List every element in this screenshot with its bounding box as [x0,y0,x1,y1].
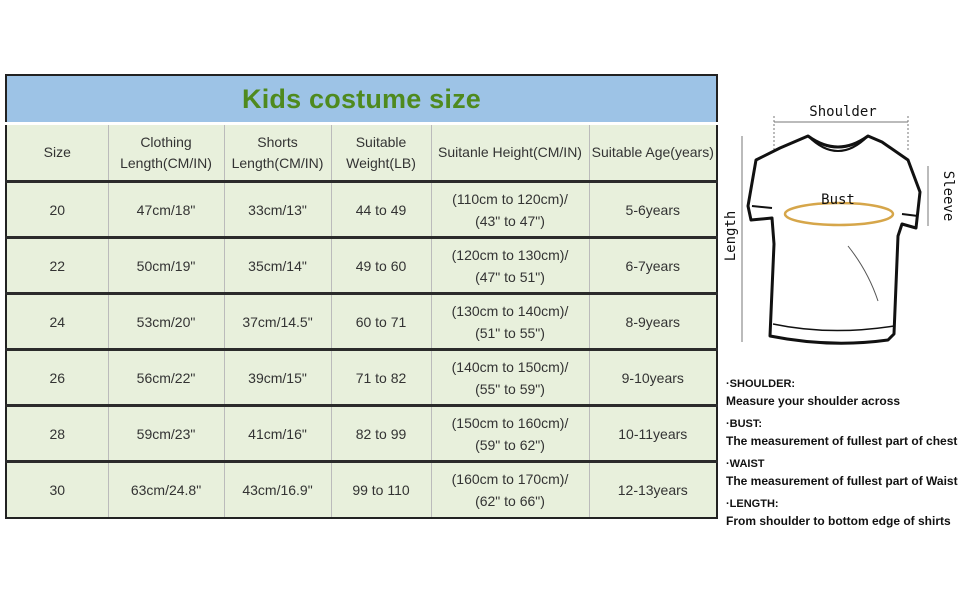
cell-weight: 49 to 60 [331,238,431,294]
tshirt-fold [848,246,878,301]
header-clothing-length: Clothing Length(CM/IN) [108,124,224,182]
note-waist-heading: ·WAIST [726,458,765,470]
note-bust-heading: ·BUST: [726,418,763,430]
cell-shorts-length: 35cm/14" [224,238,331,294]
header-weight: Suitable Weight(LB) [331,124,431,182]
cell-size: 22 [6,238,108,294]
measurement-notes [726,378,966,532]
bust-label: Bust [821,192,855,208]
table-row [6,182,717,238]
cell-age: 5-6years [589,182,717,238]
sleeve-label: Sleeve [940,170,956,222]
cell-age: 6-7years [589,238,717,294]
cell-clothing-length: 59cm/23" [108,406,224,462]
header-shorts-length: Shorts Length(CM/IN) [224,124,331,182]
cell-age: 12-13years [589,462,717,519]
tshirt-right-cuff [902,214,918,216]
cell-shorts-length: 43cm/16.9" [224,462,331,519]
cell-size: 20 [6,182,108,238]
cell-weight: 71 to 82 [331,350,431,406]
tshirt-hem-line [773,324,894,331]
size-chart-table [5,74,718,519]
cell-weight: 60 to 71 [331,294,431,350]
cell-weight: 82 to 99 [331,406,431,462]
table-row [6,294,717,350]
note-length-heading: ·LENGTH: [726,498,779,510]
cell-clothing-length: 56cm/22" [108,350,224,406]
cell-age: 10-11years [589,406,717,462]
tshirt-left-cuff [752,206,772,208]
length-label: Length [723,210,739,262]
shoulder-label: Shoulder [809,104,877,120]
cell-height: (120cm to 130cm)/ (47" to 51") [431,238,589,294]
table-row [6,406,717,462]
cell-weight: 44 to 49 [331,182,431,238]
table-row [6,462,717,519]
cell-clothing-length: 53cm/20" [108,294,224,350]
cell-height: (130cm to 140cm)/ (51" to 55") [431,294,589,350]
cell-shorts-length: 41cm/16" [224,406,331,462]
cell-clothing-length: 63cm/24.8" [108,462,224,519]
cell-height: (160cm to 170cm)/ (62" to 66") [431,462,589,519]
table-title: Kids costume size [6,75,717,124]
cell-shorts-length: 33cm/13" [224,182,331,238]
header-age: Suitable Age(years) [589,124,717,182]
note-waist-text: The measurement of fullest part of Waist [726,474,958,488]
table-title-row [6,75,717,124]
tshirt-collar [808,136,868,151]
header-height: Suitanle Height(CM/IN) [431,124,589,182]
cell-clothing-length: 47cm/18" [108,182,224,238]
cell-size: 24 [6,294,108,350]
cell-age: 8-9years [589,294,717,350]
tshirt-measurement-diagram [718,96,970,352]
cell-height: (110cm to 120cm)/ (43" to 47") [431,182,589,238]
table-row [6,350,717,406]
cell-weight: 99 to 110 [331,462,431,519]
note-length-text: From shoulder to bottom edge of shirts [726,514,951,528]
cell-height: (150cm to 160cm)/ (59" to 62") [431,406,589,462]
cell-height: (140cm to 150cm)/ (55" to 59") [431,350,589,406]
cell-shorts-length: 37cm/14.5" [224,294,331,350]
note-shoulder-heading: ·SHOULDER: [726,378,796,390]
cell-size: 26 [6,350,108,406]
table-row [6,238,717,294]
cell-age: 9-10years [589,350,717,406]
cell-size: 28 [6,406,108,462]
note-bust-text: The measurement of fullest part of chest [726,434,958,448]
tshirt-outline [748,136,920,343]
header-size: Size [6,124,108,182]
cell-size: 30 [6,462,108,519]
cell-clothing-length: 50cm/19" [108,238,224,294]
note-shoulder-text: Measure your shoulder across [726,394,901,408]
cell-shorts-length: 39cm/15" [224,350,331,406]
table-header-row [6,124,717,182]
